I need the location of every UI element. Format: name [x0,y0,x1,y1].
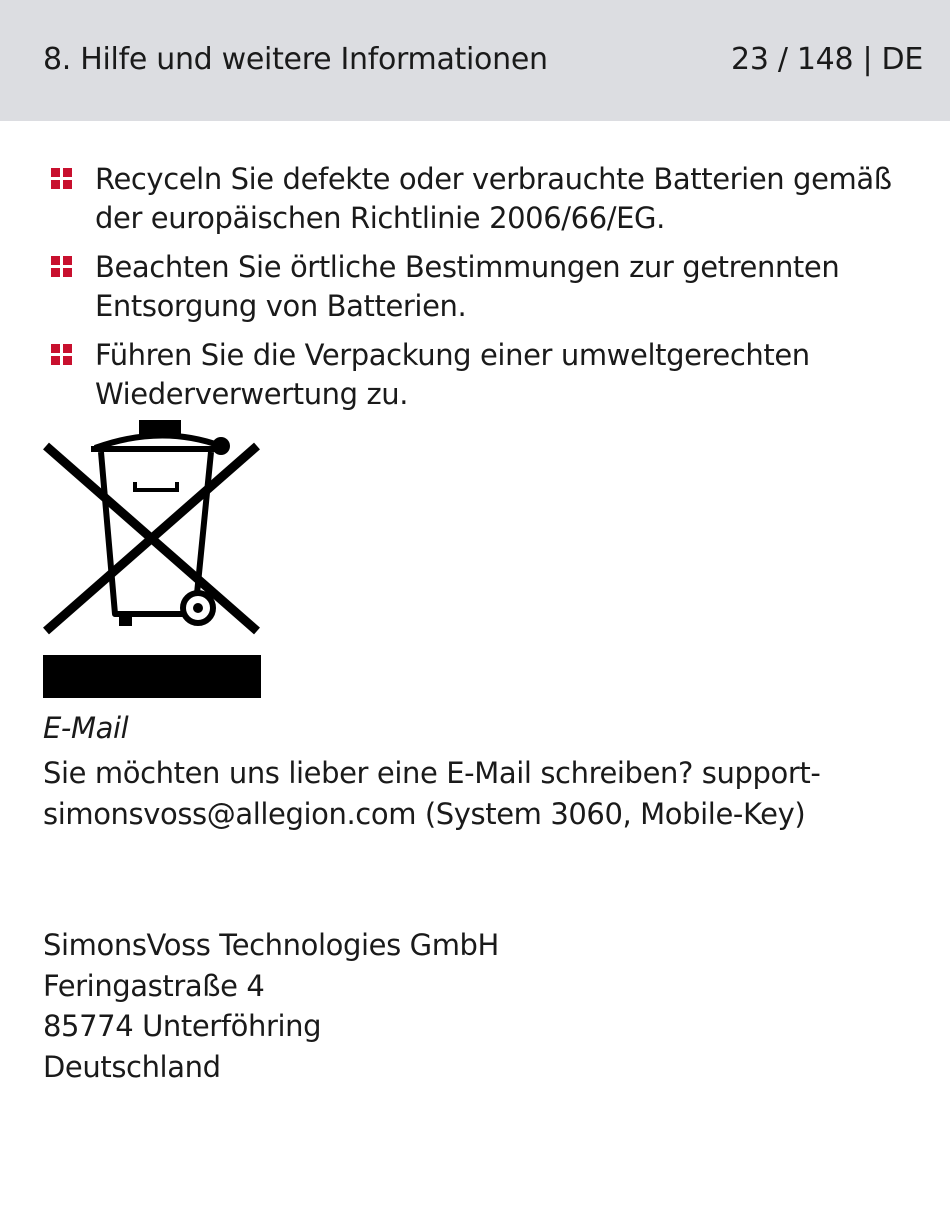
list-item [0,336,950,414]
street: Feringastraße 4 [43,968,265,1003]
list-item-text: Recyceln Sie defekte oder verbrauchte Batterien gemäß der europäischen Richtlinie 2006/66/EG. [95,162,892,235]
email-text: Sie möchten uns lieber eine E-Mail schreiben? support-simonsvoss@allegion.com (System 3060, Mobile-Key) [43,756,821,831]
email-heading: E-Mail [43,711,129,745]
list-item [0,248,950,326]
bullet-icon [51,256,72,277]
disposal-instructions-list [0,160,950,424]
country: Deutschland [43,1049,221,1084]
company-address [43,925,499,1087]
list-item [0,160,950,238]
page-number: 23 / 148 | DE [731,42,923,77]
crossed-out-wheelie-bin-icon [43,418,261,698]
bullet-icon [51,168,72,189]
city: 85774 Unterföhring [43,1009,322,1043]
company-name: SimonsVoss Technologies GmbH [43,928,499,962]
bullet-icon [51,344,72,365]
list-item-text: Beachten Sie örtliche Bestimmungen zur getrennten Entsorgung von Batterien. [95,250,840,323]
page-header [0,0,950,121]
section-title: 8. Hilfe und weitere Informationen [43,42,548,77]
list-item-text: Führen Sie die Verpackung einer umweltgerechten Wiederverwertung zu. [95,338,810,411]
